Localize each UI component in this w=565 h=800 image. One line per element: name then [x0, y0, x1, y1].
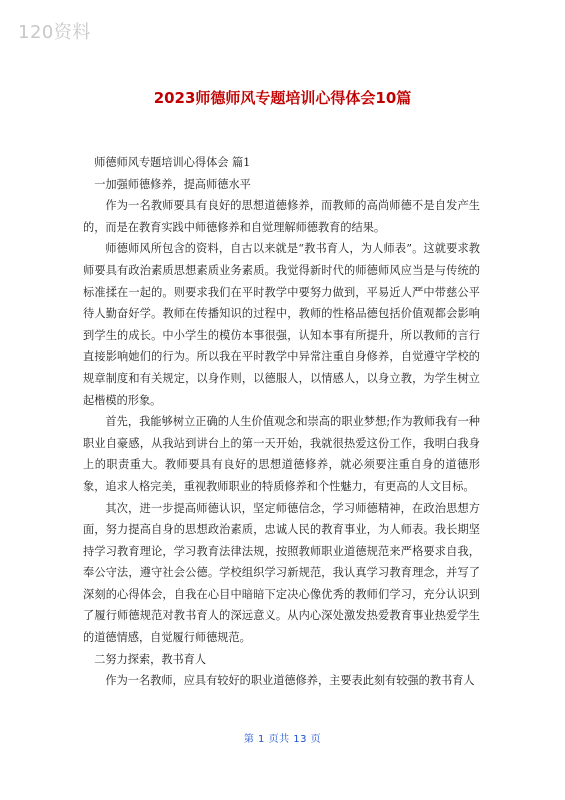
watermark-logo: 120资料 — [18, 22, 91, 43]
paragraph: 首先，我能够树立正确的人生价值观念和崇高的职业梦想;作为教师我有一种职业自豪感，从我站到讲台上的第一天开始，我就很热爱这份工作，我明白我身上的职责重大。教师要具有良好的思想道德修养，就必须要注重自身的道德形象，追求人格完美，重视教师职业的特质修养和个性魅力，有更高的人文目标。 — [83, 415, 480, 493]
paragraph: 作为一名教师，应具有较好的职业道德修养，主要表此刻有较强的教书育人 — [105, 674, 475, 688]
paragraph: 作为一名教师要具有良好的思想道德修养，而教师的高尚师德不是自发产生的，而是在教育实践中师德修养和自觉理解师德教育的结果。 — [83, 199, 480, 234]
section-heading: 一加强师德修养，提高师德水平 — [94, 177, 251, 191]
paragraph: 师德师风所包含的资料，自古以来就是“教书育人，为人师表”。这就要求教师要具有政治素质思想素质业务素质。我觉得新时代的师德师风应当是与传统的标准揉在一起的。则要求我们在平时教学中要努力做到，平易近人严中带慈公平待人勤奋好学。教师在传播知识的过程中，教师的性格品德包括价值观都会影响到学生的成长。中小学生的模仿本事很强，认知本事有所提升，所以教师的言行直接影响她们的行为。所以我在平时教学中异常注重自身修养，自觉遵守学校的规章制度和有关规定，以身作则，以德服人，以情感人，以身立教，为学生树立起楷模的形象。 — [83, 242, 480, 407]
document-title: 2023师德师风专题培训心得体会10篇 — [153, 89, 412, 107]
page-number: 第 1 页共 13 页 — [243, 734, 322, 745]
document-body — [83, 152, 480, 692]
paragraph: 其次，进一步提高师德认识，坚定师德信念，学习师德精神，在政治思想方面，努力提高自身的思想政治素质，忠诚人民的教育事业，为人师表。我长期坚持学习教育理论，学习教育法律法规，按照教师职业道德规范来严格要求自我，奉公守法，遵守社会公德。学校组织学习新规范，我认真学习教育理念，并写了深刻的心得体会，自我在心目中暗暗下定决心像优秀的教师们学习，充分认识到了履行师德规范对教书育人的深远意义。从内心深处激发热爱教育事业热爱学生的道德情感，自觉履行师德规范。 — [83, 501, 480, 645]
article-heading: 师德师风专题培训心得体会 篇1 — [94, 156, 251, 169]
section-heading: 二努力探索，教书育人 — [94, 652, 207, 666]
